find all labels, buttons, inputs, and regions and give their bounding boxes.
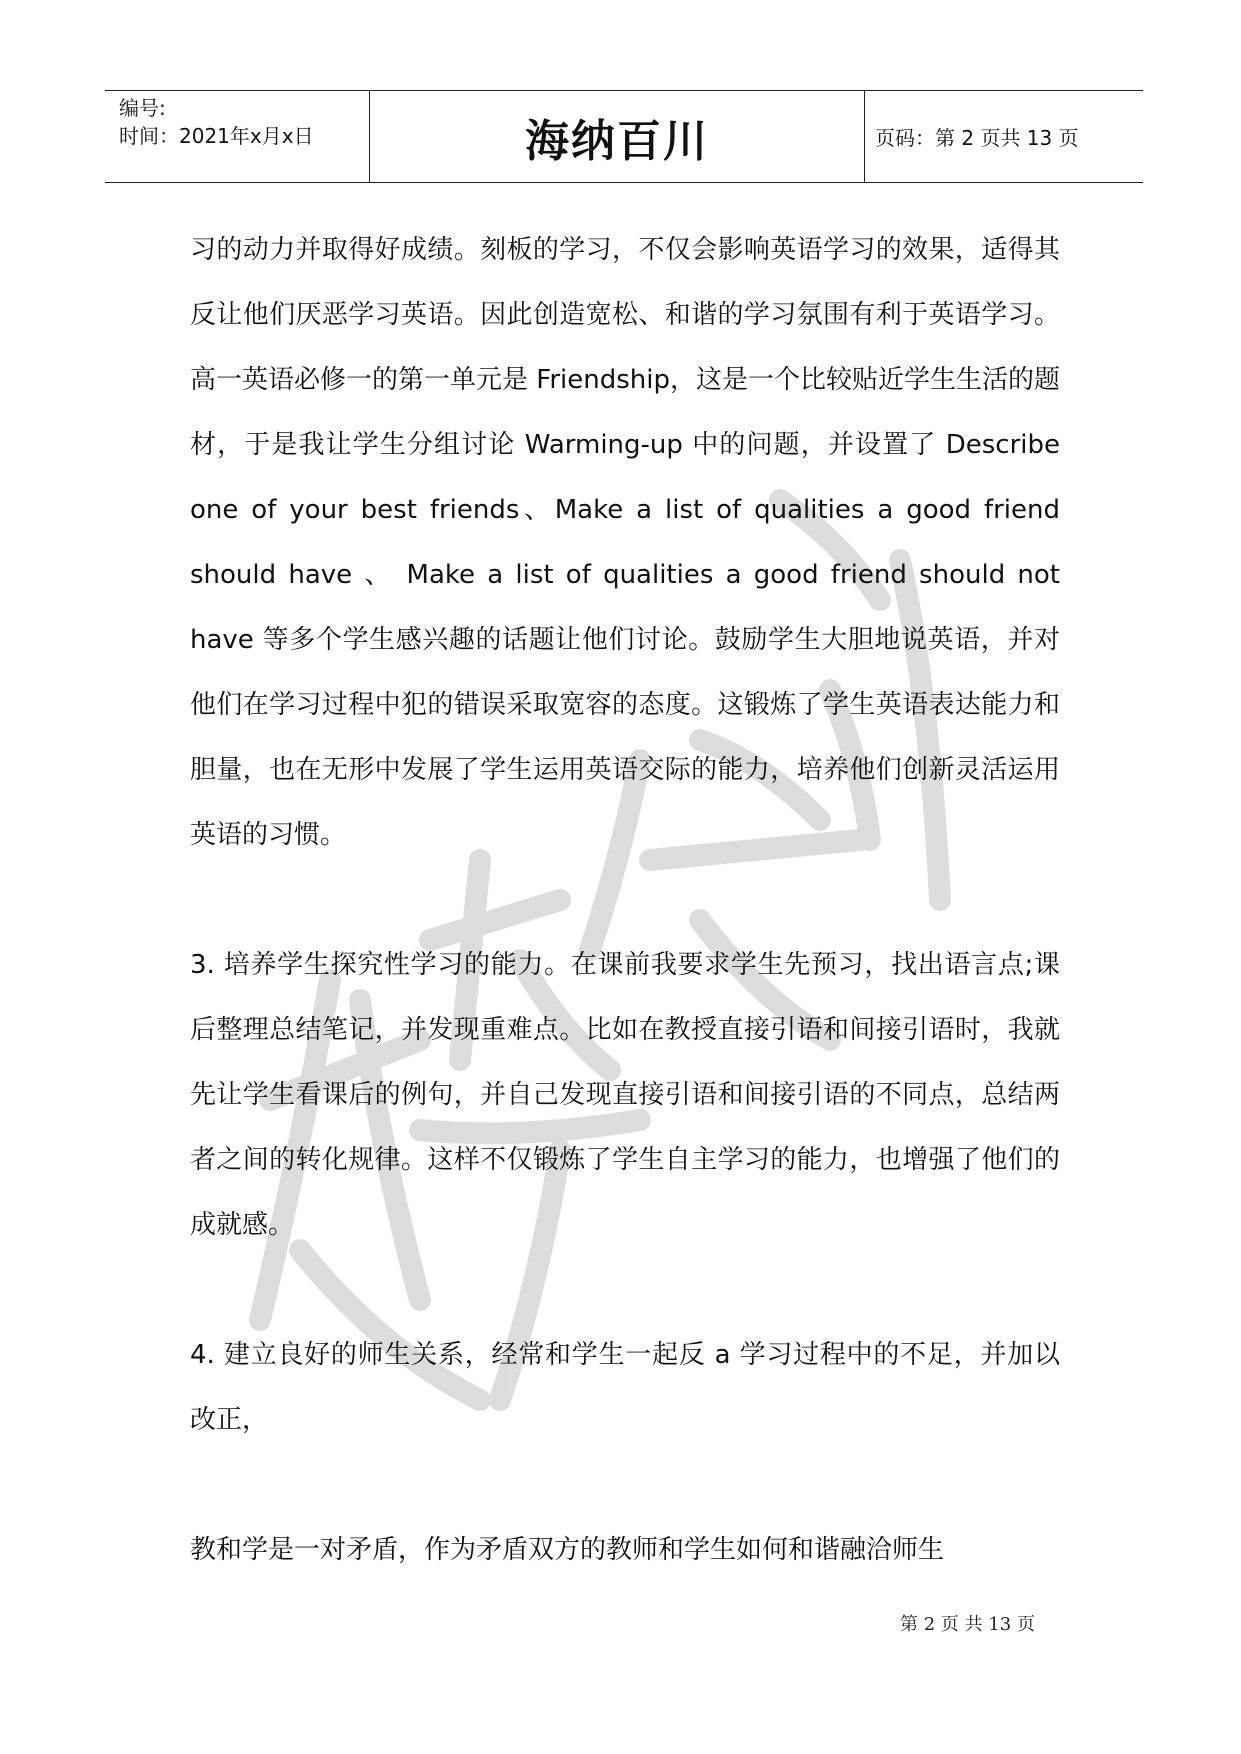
number-label: 编号:	[119, 96, 166, 120]
brand-title: 海纳百川	[525, 115, 709, 167]
header-table	[105, 90, 1143, 183]
paragraph-3: 4. 建立良好的师生关系，经常和学生一起反 a 学习过程中的不足，并加以改正，	[190, 1340, 1060, 1435]
body-text	[190, 218, 1060, 1583]
paragraph-gap	[190, 1453, 1060, 1518]
paragraph-1: 习的动力并取得好成绩。刻板的学习，不仅会影响英语学习的效果，适得其反让他们厌恶学习英语。因此创造宽松、和谐的学习氛围有利于英语学习。高一英语必修一的第一单元是 Friendship，这是一个比较贴近学生生活的题材，于是我让学生分组讨论 Warming-up 中的问题，并设置了 Describe one of your best friends、Make a list of qualities a good friend should have 、 Make a list of qualities a good friend should not have 等多个学生感兴趣的话题让他们讨论。鼓励学生大胆地说英语，并对他们在学习过程中犯的错误采取宽容的态度。这锻炼了学生英语表达能力和胆量，也在无形中发展了学生运用英语交际的能力，培养他们创新灵活运用英语的习惯。	[190, 235, 1060, 850]
time-label: 时间：2021年x月x日	[119, 124, 314, 148]
header-middle-cell	[370, 91, 865, 182]
header-left-cell	[105, 91, 370, 182]
header-right-cell	[865, 91, 1143, 182]
paragraph-gap	[190, 868, 1060, 933]
paragraph-gap	[190, 1258, 1060, 1323]
footer-page-number: 第 2 页 共 13 页	[900, 1614, 1035, 1635]
paragraph-2: 3. 培养学生探究性学习的能力。在课前我要求学生先预习，找出语言点;课后整理总结笔记，并发现重难点。比如在教授直接引语和间接引语时，我就先让学生看课后的例句，并自己发现直接引语和间接引语的不同点，总结两者之间的转化规律。这样不仅锻炼了学生自主学习的能力，也增强了他们的成就感。	[190, 950, 1060, 1240]
paragraph-4: 教和学是一对矛盾，作为矛盾双方的教师和学生如何和谐融洽师生	[190, 1535, 945, 1565]
page-code: 页码：第 2 页共 13 页	[875, 126, 1079, 150]
